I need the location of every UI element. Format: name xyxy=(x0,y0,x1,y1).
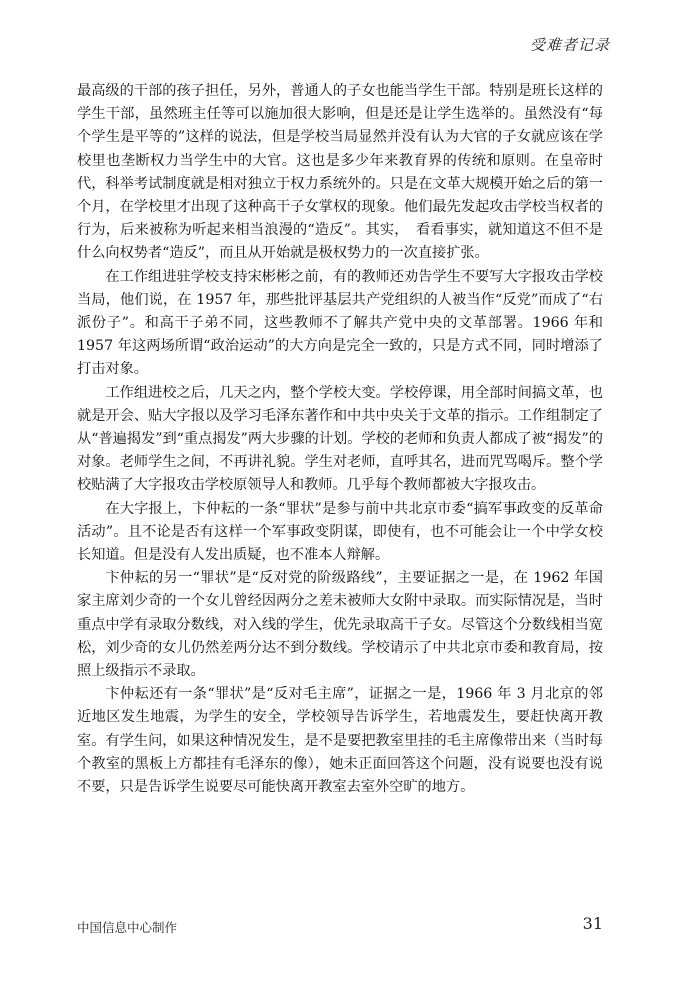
paragraph: 在大字报上，卞仲耘的一条“罪状”是参与前中共北京市委“搞军事政变的反革命活动”。且不论是否有这样一个军事政变阴谋，即使有，也不可能会让一个中学女校长知道。但是没有人发出质疑，也不准本人辩解。 xyxy=(77,500,603,564)
paragraph: 在工作组进驻学校支持宋彬彬之前，有的教师还劝告学生不要写大字报攻击学校当局，他们说，在 1957 年，那些批评基层共产党组织的人被当作“反党”而成了“右派份子”。和高干子弟不同，这些教师不了解共产党中央的文革部署。1966 年和 1957 年这两场所谓“政治运动”的大方向是完全一致的，只是方式不同，同时增添了打击对象。 xyxy=(77,268,603,378)
paragraph: 工作组进校之后，几天之内，整个学校大变。学校停课，用全部时间搞文革，也就是开会、贴大字报以及学习毛泽东著作和中共中央关于文革的指示。工作组制定了从“普遍揭发”到“重点揭发”两大步骤的计划。学校的老师和负责人都成了被“揭发”的对象。老师学生之间，不再讲礼貌。学生对老师，直呼其名，进而咒骂喝斥。整个学校贴满了大字报攻击学校原领导人和教师。几乎每个教师都被大字报攻击。 xyxy=(77,384,603,494)
paragraph: 最高级的干部的孩子担任，另外，普通人的子女也能当学生干部。特别是班长这样的学生干部，虽然班主任等可以施加很大影响，但是还是让学生选举的。虽然没有“每个学生是平等的”这样的说法，但是学校当局显然并没有认为大官的子女就应该在学校里也垄断权力当学生中的大官。这也是多少年来教育界的传统和原则。在皇帝时代，科举考试制度就是相对独立于权力系统外的。只是在文革大规模开始之后的第一个月，在学校里才出现了这种高干子女掌权的现象。他们最先发起攻击学校当权者的行为，后来被称为听起来相当浪漫的“造反”。其实， 看看事实，就知道这不但不是什么向权势者“造反”，而且从开始就是极权势力的一次直接扩张。 xyxy=(77,83,603,262)
paragraph: 卞仲耘还有一条“罪状”是“反对毛主席”，证据之一是，1966 年 3 月北京的邻近地区发生地震，为学生的安全，学校领导告诉学生，若地震发生，要赶快离开教室。有学生问，如果这种情况发生，是不是要把教室里挂的毛主席像带出来（当时每个教室的黑板上方都挂有毛泽东的像），她未正面回答这个问题，没有说要也没有说不要，只是告诉学生说要尽可能快离开教室去室外空旷的地方。 xyxy=(77,686,603,796)
paragraph: 卞仲耘的另一“罪状”是“反对党的阶级路线”，主要证据之一是，在 1962 年国家主席刘少奇的一个女儿曾经因两分之差未被师大女附中录取。而实际情况是，当时重点中学有录取分数线，对入线的学生，优先录取高干子女。尽管这个分数线相当宽松，刘少奇的女儿仍然差两分达不到分数线。学校请示了中共北京市委和教育局，按照上级指示不录取。 xyxy=(77,570,603,680)
page-number: 31 xyxy=(582,914,603,933)
footer-publisher: 中国信息中心制作 xyxy=(77,920,178,935)
running-header-title: 受难者记录 xyxy=(529,36,610,54)
page-body xyxy=(77,80,603,799)
